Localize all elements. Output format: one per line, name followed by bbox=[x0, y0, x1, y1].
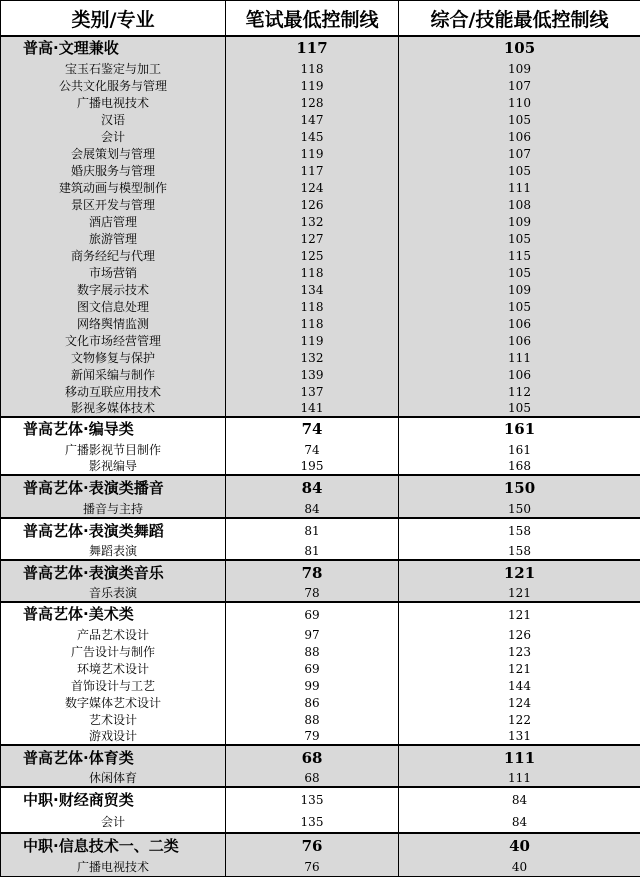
group-row bbox=[1, 833, 640, 859]
group-written: 81 bbox=[226, 518, 399, 543]
table-row bbox=[1, 812, 640, 833]
major-comprehensive: 111 bbox=[399, 349, 640, 366]
group-row bbox=[1, 518, 640, 543]
table-row bbox=[1, 179, 640, 196]
major-comprehensive: 111 bbox=[399, 179, 640, 196]
major-comprehensive: 105 bbox=[399, 230, 640, 247]
table-row bbox=[1, 585, 640, 602]
major-written: 118 bbox=[226, 298, 399, 315]
major-comprehensive: 106 bbox=[399, 366, 640, 383]
major-comprehensive: 161 bbox=[399, 441, 640, 458]
major-written: 79 bbox=[226, 728, 399, 745]
table-row bbox=[1, 366, 640, 383]
major-name: 市场营销 bbox=[1, 264, 226, 281]
major-name: 酒店管理 bbox=[1, 213, 226, 230]
major-written: 195 bbox=[226, 458, 399, 475]
table-row bbox=[1, 728, 640, 745]
table-row bbox=[1, 441, 640, 458]
major-name: 广播电视技术 bbox=[1, 94, 226, 111]
major-comprehensive: 40 bbox=[399, 859, 640, 876]
major-comprehensive: 150 bbox=[399, 501, 640, 518]
table-row bbox=[1, 162, 640, 179]
group-written: 76 bbox=[226, 833, 399, 859]
group-name: 普高·文理兼收 bbox=[1, 36, 226, 60]
group-written: 74 bbox=[226, 417, 399, 441]
major-written: 69 bbox=[226, 660, 399, 677]
major-name: 音乐表演 bbox=[1, 585, 226, 602]
major-comprehensive: 105 bbox=[399, 162, 640, 179]
major-written: 124 bbox=[226, 179, 399, 196]
major-comprehensive: 126 bbox=[399, 626, 640, 643]
major-name: 游戏设计 bbox=[1, 728, 226, 745]
major-name: 建筑动画与模型制作 bbox=[1, 179, 226, 196]
table-row bbox=[1, 458, 640, 475]
major-name: 数字媒体艺术设计 bbox=[1, 694, 226, 711]
table-row bbox=[1, 349, 640, 366]
major-comprehensive: 106 bbox=[399, 332, 640, 349]
table-row bbox=[1, 264, 640, 281]
table-row bbox=[1, 213, 640, 230]
group-written: 117 bbox=[226, 36, 399, 60]
major-written: 147 bbox=[226, 111, 399, 128]
table-row bbox=[1, 128, 640, 145]
major-name: 会展策划与管理 bbox=[1, 145, 226, 162]
major-written: 135 bbox=[226, 812, 399, 833]
group-row bbox=[1, 36, 640, 60]
group-written: 68 bbox=[226, 745, 399, 770]
major-name: 景区开发与管理 bbox=[1, 196, 226, 213]
table-row bbox=[1, 196, 640, 213]
major-comprehensive: 112 bbox=[399, 383, 640, 400]
major-comprehensive: 109 bbox=[399, 213, 640, 230]
major-comprehensive: 122 bbox=[399, 711, 640, 728]
table-row bbox=[1, 694, 640, 711]
table-row bbox=[1, 711, 640, 728]
major-name: 婚庆服务与管理 bbox=[1, 162, 226, 179]
major-comprehensive: 123 bbox=[399, 643, 640, 660]
group-comprehensive: 105 bbox=[399, 36, 640, 60]
major-name: 数字展示技术 bbox=[1, 281, 226, 298]
major-comprehensive: 124 bbox=[399, 694, 640, 711]
major-written: 119 bbox=[226, 77, 399, 94]
major-name: 产品艺术设计 bbox=[1, 626, 226, 643]
table-row bbox=[1, 94, 640, 111]
group-name: 普高艺体·编导类 bbox=[1, 417, 226, 441]
table-row bbox=[1, 501, 640, 518]
major-written: 78 bbox=[226, 585, 399, 602]
major-written: 68 bbox=[226, 770, 399, 787]
major-comprehensive: 111 bbox=[399, 770, 640, 787]
major-comprehensive: 105 bbox=[399, 111, 640, 128]
group-row bbox=[1, 787, 640, 812]
major-comprehensive: 109 bbox=[399, 281, 640, 298]
major-written: 119 bbox=[226, 145, 399, 162]
major-comprehensive: 108 bbox=[399, 196, 640, 213]
group-written: 135 bbox=[226, 787, 399, 812]
major-written: 97 bbox=[226, 626, 399, 643]
group-comprehensive: 161 bbox=[399, 417, 640, 441]
major-written: 84 bbox=[226, 501, 399, 518]
major-written: 125 bbox=[226, 247, 399, 264]
major-written: 132 bbox=[226, 349, 399, 366]
group-comprehensive: 40 bbox=[399, 833, 640, 859]
major-comprehensive: 109 bbox=[399, 60, 640, 77]
major-name: 网络舆情监测 bbox=[1, 315, 226, 332]
major-written: 132 bbox=[226, 213, 399, 230]
major-name: 环境艺术设计 bbox=[1, 660, 226, 677]
group-row bbox=[1, 475, 640, 501]
header-comprehensive: 综合/技能最低控制线 bbox=[399, 1, 640, 37]
major-written: 119 bbox=[226, 332, 399, 349]
major-name: 广告设计与制作 bbox=[1, 643, 226, 660]
major-name: 汉语 bbox=[1, 111, 226, 128]
major-written: 118 bbox=[226, 264, 399, 281]
major-comprehensive: 105 bbox=[399, 298, 640, 315]
major-written: 88 bbox=[226, 643, 399, 660]
table-row bbox=[1, 145, 640, 162]
header-category: 类别/专业 bbox=[1, 1, 226, 37]
major-written: 118 bbox=[226, 315, 399, 332]
major-written: 88 bbox=[226, 711, 399, 728]
table-body bbox=[1, 36, 640, 876]
major-comprehensive: 168 bbox=[399, 458, 640, 475]
group-row bbox=[1, 417, 640, 441]
table-row bbox=[1, 247, 640, 264]
table-row bbox=[1, 111, 640, 128]
major-name: 旅游管理 bbox=[1, 230, 226, 247]
group-row bbox=[1, 745, 640, 770]
group-comprehensive: 158 bbox=[399, 518, 640, 543]
group-written: 84 bbox=[226, 475, 399, 501]
major-written: 99 bbox=[226, 677, 399, 694]
major-comprehensive: 158 bbox=[399, 543, 640, 560]
major-written: 128 bbox=[226, 94, 399, 111]
table-row bbox=[1, 626, 640, 643]
major-name: 首饰设计与工艺 bbox=[1, 677, 226, 694]
major-name: 舞蹈表演 bbox=[1, 543, 226, 560]
group-name: 普高艺体·美术类 bbox=[1, 602, 226, 626]
major-written: 118 bbox=[226, 60, 399, 77]
major-written: 86 bbox=[226, 694, 399, 711]
major-name: 影视编导 bbox=[1, 458, 226, 475]
major-comprehensive: 105 bbox=[399, 264, 640, 281]
group-name: 中职·信息技术一、二类 bbox=[1, 833, 226, 859]
major-comprehensive: 107 bbox=[399, 77, 640, 94]
major-comprehensive: 84 bbox=[399, 812, 640, 833]
major-written: 134 bbox=[226, 281, 399, 298]
major-written: 139 bbox=[226, 366, 399, 383]
major-written: 127 bbox=[226, 230, 399, 247]
major-written: 81 bbox=[226, 543, 399, 560]
group-comprehensive: 111 bbox=[399, 745, 640, 770]
major-name: 文物修复与保护 bbox=[1, 349, 226, 366]
table-row bbox=[1, 677, 640, 694]
major-name: 广播电视技术 bbox=[1, 859, 226, 876]
major-written: 126 bbox=[226, 196, 399, 213]
table-row bbox=[1, 660, 640, 677]
table-row bbox=[1, 60, 640, 77]
major-comprehensive: 121 bbox=[399, 585, 640, 602]
group-written: 69 bbox=[226, 602, 399, 626]
group-comprehensive: 150 bbox=[399, 475, 640, 501]
major-name: 宝玉石鉴定与加工 bbox=[1, 60, 226, 77]
group-comprehensive: 84 bbox=[399, 787, 640, 812]
table-row bbox=[1, 281, 640, 298]
table-row bbox=[1, 230, 640, 247]
major-comprehensive: 121 bbox=[399, 660, 640, 677]
group-row bbox=[1, 602, 640, 626]
major-written: 76 bbox=[226, 859, 399, 876]
table-row bbox=[1, 332, 640, 349]
major-comprehensive: 144 bbox=[399, 677, 640, 694]
group-name: 普高艺体·表演类音乐 bbox=[1, 560, 226, 585]
major-comprehensive: 106 bbox=[399, 128, 640, 145]
major-name: 文化市场经营管理 bbox=[1, 332, 226, 349]
major-name: 新闻采编与制作 bbox=[1, 366, 226, 383]
group-written: 78 bbox=[226, 560, 399, 585]
major-name: 影视多媒体技术 bbox=[1, 400, 226, 417]
table-row bbox=[1, 859, 640, 876]
major-written: 117 bbox=[226, 162, 399, 179]
major-name: 休闲体育 bbox=[1, 770, 226, 787]
group-name: 普高艺体·体育类 bbox=[1, 745, 226, 770]
header-row bbox=[1, 1, 640, 37]
group-name: 普高艺体·表演类舞蹈 bbox=[1, 518, 226, 543]
group-comprehensive: 121 bbox=[399, 602, 640, 626]
major-name: 公共文化服务与管理 bbox=[1, 77, 226, 94]
table-row bbox=[1, 400, 640, 417]
table-row bbox=[1, 643, 640, 660]
major-name: 广播影视节目制作 bbox=[1, 441, 226, 458]
table-row bbox=[1, 543, 640, 560]
major-name: 移动互联应用技术 bbox=[1, 383, 226, 400]
group-name: 普高艺体·表演类播音 bbox=[1, 475, 226, 501]
group-row bbox=[1, 560, 640, 585]
table-row bbox=[1, 383, 640, 400]
major-comprehensive: 105 bbox=[399, 400, 640, 417]
table-row bbox=[1, 770, 640, 787]
major-comprehensive: 107 bbox=[399, 145, 640, 162]
major-comprehensive: 110 bbox=[399, 94, 640, 111]
major-written: 141 bbox=[226, 400, 399, 417]
major-name: 播音与主持 bbox=[1, 501, 226, 518]
table-row bbox=[1, 298, 640, 315]
major-name: 图文信息处理 bbox=[1, 298, 226, 315]
group-name: 中职·财经商贸类 bbox=[1, 787, 226, 812]
group-comprehensive: 121 bbox=[399, 560, 640, 585]
table-row bbox=[1, 315, 640, 332]
major-written: 145 bbox=[226, 128, 399, 145]
major-comprehensive: 106 bbox=[399, 315, 640, 332]
major-name: 会计 bbox=[1, 128, 226, 145]
table-row bbox=[1, 77, 640, 94]
major-name: 艺术设计 bbox=[1, 711, 226, 728]
header-written: 笔试最低控制线 bbox=[226, 1, 399, 37]
major-name: 商务经纪与代理 bbox=[1, 247, 226, 264]
major-comprehensive: 131 bbox=[399, 728, 640, 745]
major-written: 74 bbox=[226, 441, 399, 458]
major-name: 会计 bbox=[1, 812, 226, 833]
major-comprehensive: 115 bbox=[399, 247, 640, 264]
major-written: 137 bbox=[226, 383, 399, 400]
